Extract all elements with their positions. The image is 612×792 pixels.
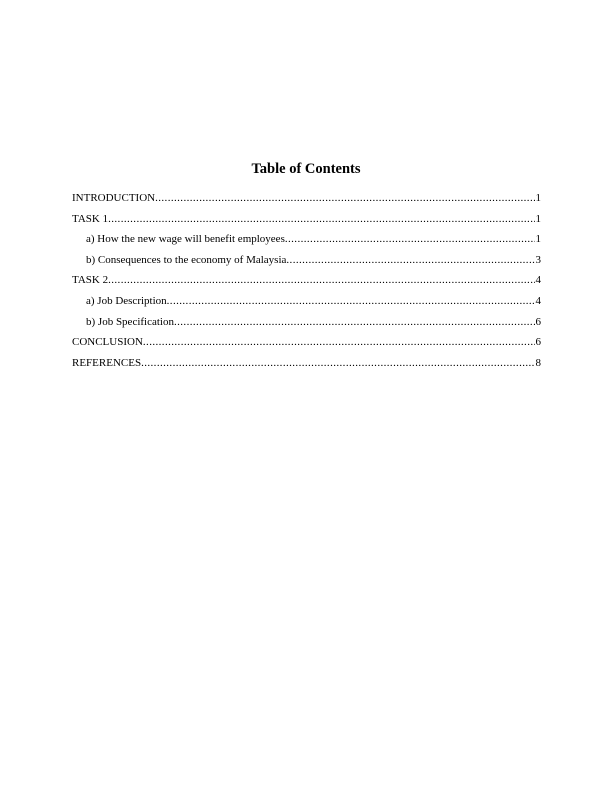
toc-entry-new-wage-benefit[interactable]	[72, 229, 541, 250]
toc-entry-label: a) How the new wage will benefit employees	[86, 233, 285, 246]
toc-entry-label: TASK 2	[72, 274, 109, 287]
toc-entry-label: b) Job Specification	[86, 315, 174, 328]
toc-entry-page-number: 8	[535, 356, 541, 369]
toc-entry-label: TASK 1	[72, 212, 109, 225]
toc-entry-task-2[interactable]	[72, 270, 541, 291]
toc-entry-label: REFERENCES	[72, 356, 142, 369]
toc-entry-label: a) Job Description	[86, 294, 167, 307]
dot-leader	[155, 188, 534, 209]
toc-entry-job-specification[interactable]	[72, 312, 541, 333]
toc-entry-conclusion[interactable]	[72, 332, 541, 353]
toc-entry-introduction[interactable]	[72, 188, 541, 209]
toc-entry-job-description[interactable]	[72, 291, 541, 312]
toc-entry-label: CONCLUSION	[72, 336, 143, 349]
dot-leader	[285, 229, 535, 250]
toc-entry-economy-consequences[interactable]	[72, 250, 541, 271]
toc-entry-page-number: 1	[535, 192, 541, 204]
toc-entry-page-number: 1	[535, 233, 541, 246]
toc-entry-page-number: 6	[535, 315, 541, 328]
toc-list	[72, 188, 541, 373]
toc-entry-references[interactable]	[72, 353, 541, 374]
dot-leader	[143, 332, 535, 353]
toc-entry-page-number: 4	[535, 274, 541, 287]
toc-entry-task-1[interactable]	[72, 209, 541, 230]
dot-leader	[108, 270, 534, 291]
dot-leader	[108, 209, 534, 230]
dot-leader	[286, 250, 534, 271]
dot-leader	[167, 291, 535, 312]
toc-title: Table of Contents	[251, 161, 361, 177]
toc-entry-label: INTRODUCTION	[72, 192, 156, 204]
toc-entry-page-number: 6	[535, 336, 541, 349]
toc-entry-page-number: 4	[535, 294, 541, 307]
dot-leader	[174, 312, 535, 333]
dot-leader	[141, 353, 534, 374]
toc-entry-page-number: 1	[535, 212, 541, 225]
toc-entry-page-number: 3	[535, 253, 541, 266]
toc-entry-label: b) Consequences to the economy of Malaysia	[86, 253, 287, 266]
